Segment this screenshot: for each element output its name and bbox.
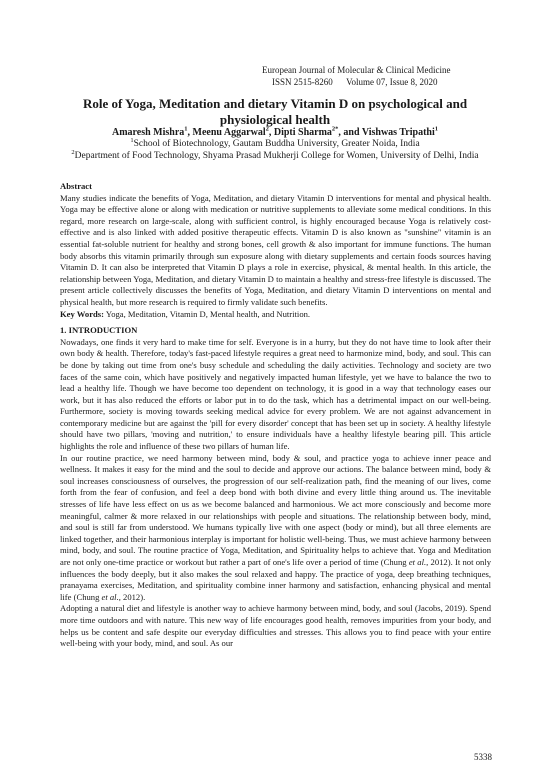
keywords-text: Yoga, Meditation, Vitamin D, Mental health, and Nutrition. [105,308,311,319]
paper-body [60,181,491,650]
journal-header [260,64,520,88]
author-affiliation-mark: 1 [434,125,438,133]
abstract-text: Many studies indicate the benefits of Yoga, Meditation, and dietary Vitamin D interventions for mental and physical health. Yoga may be effective alone or along with medication or nutritive supplements to alleviate some medical conditions. In this regard, more research on large-scale, along with sufficient control, is highly encouraged because Yoga is relatively cost-effective and is also linked with added positive therapeutic effects. Vitamin D is also known as "sunshine" vitamin is an essential fat-soluble nutrient for healthy and strong bones, cell growth & also important for immune functions. The human body absorbs this vitamin primarily through sun exposure along with dietary supplements and certain foods sources having Vitamin D. It can also be interpreted that Vitamin D plays a role in exercise, physical, & mental health. In this article, the relationship between Yoga, Meditation, and dietary Vitamin D to maintain a healthy and stress-free lifestyle is discussed. The present article collectively discusses the benefits of Yoga, Meditation, and dietary Vitamin D interventions on mental and physical health, but more research is required to firmly validate such benefits. [60,192,491,307]
author-name: Vishwas Tripathi [361,127,435,138]
affiliation-1 [50,138,500,150]
author-affiliation-mark: 2 [265,125,269,133]
journal-volume: Volume 07, Issue 8, 2020 [346,77,438,87]
author-separator: , [187,127,193,138]
author-separator: , [268,127,274,138]
intro-paragraph-2-part-3: , 2012). [118,591,146,602]
page-number: 5338 [474,752,492,762]
intro-paragraph-3: Adopting a natural diet and lifestyle is another way to achieve harmony between mind, body, and soul (Jacobs, 2019). Spend more time outdoors and with nature. This new way of life encourages good health, removes impurities from your body, and helps us be content and safe despite our everyday difficulties and stresses. This allows you to find peace with your entire well-being with your body, mind, and soul. As our [60,603,491,649]
intro-paragraph-2 [60,453,491,604]
affiliation-mark: 1 [130,136,134,144]
paper-title: Role of Yoga, Meditation and dietary Vitamin D on psychological and physiological health [82,96,468,127]
author-name: Dipti Sharma [273,127,332,138]
citation-et-al: et al. [101,591,119,602]
keywords-label: Key Words: [60,308,105,319]
abstract-heading: Abstract [60,181,92,191]
affiliation-2 [50,150,500,162]
journal-name: European Journal of Molecular & Clinical Medicine [262,65,451,75]
author-separator: , and [338,127,362,138]
intro-paragraph-1: Nowadays, one finds it very hard to make time for self. Everyone is in a hurry, but they do not have time to look after their own body & health. Therefore, today's fast-paced lifestyle requires a great need to harmonize mind, body, and soul. This can be done by taking out time from one's busy schedule and scheduling the daily activities. Technology and society are two faces of the same coin, which have positively and negatively impacted human lifestyle, yet we have to balance the two to lead a healthy life. Though we have become too dependent on technology, it is good in a way that technology eases our work, but it has also reduced the efforts or labor put in to do the task, which has a detrimental impact on our well-being. Furthermore, society is moving towards seeking medical advice for every problem. We are not against advancement in contemporary medicine but are against the 'pill for every disorder' concept that has been set up in society. A healthy lifestyle should have two pillars, 'moving and nutrition,' to ensure individuals have a healthy lifestyle bearing pill. This article highlights the role and influence of these two pillars of human life. [60,336,491,452]
author-affiliation-mark: 2* [331,125,339,133]
intro-paragraph-2-part-2: , 2012). It not only influences the body deeply, but it also makes the soul relaxed and happy. The practice of yoga, deep breathing techniques, pranayama exercises, Meditation, and spirituality combine inner harmony and satisfaction, enhancing physical and mental life (Chung [60,557,491,602]
affiliation-mark: 2 [71,148,75,156]
affiliation-text: Department of Food Technology, Shyama Prasad Mukherji College for Women, University of Delhi, India [74,151,479,161]
keywords-line [60,309,491,321]
affiliation-text: School of Biotechnology, Gautam Buddha University, Greater Noida, India [133,139,420,149]
author-name: Amaresh Mishra [111,127,185,138]
section-heading-introduction: 1. INTRODUCTION [60,325,138,336]
author-name: Meenu Aggarwal [192,127,266,138]
intro-paragraph-2-part-1: In our routine practice, we need harmony between mind, body & soul, and practice yoga to achieve inner peace and wellness. It makes it easy for the mind and the soul to decide and approve our actions. The balance between mind, body & soul increases consciousness of ourselves, the progression of our self-realization path, find the meaning of our lives, come forth from the fear of confusion, and feel a deep bond with both divine and every little thing around us. The inevitable stresses of life have less effect on us as we become balanced and harmonious. We act more consciously and become more meaningful, calmer & more relaxed in our relationships with people and situations. The relationship between body, mind, and soul is still far from understood. We humans typically live with one aspect (body or mind), but all three elements are linked together, and their harmonious interplay is important for holistic well-being. Thus, we must achieve harmony between mind, body, and soul. The routine practice of Yoga, Meditation, and Spirituality helps to achieve that. Yoga and Meditation are not only one-time practice or workout but rather a part of one's life over a period of time (Chung [60,452,491,567]
journal-issue-line [260,76,520,88]
citation-et-al: et al. [408,557,427,567]
journal-issn: ISSN 2515-8260 [272,77,333,87]
author-affiliation-mark: 1 [184,125,188,133]
